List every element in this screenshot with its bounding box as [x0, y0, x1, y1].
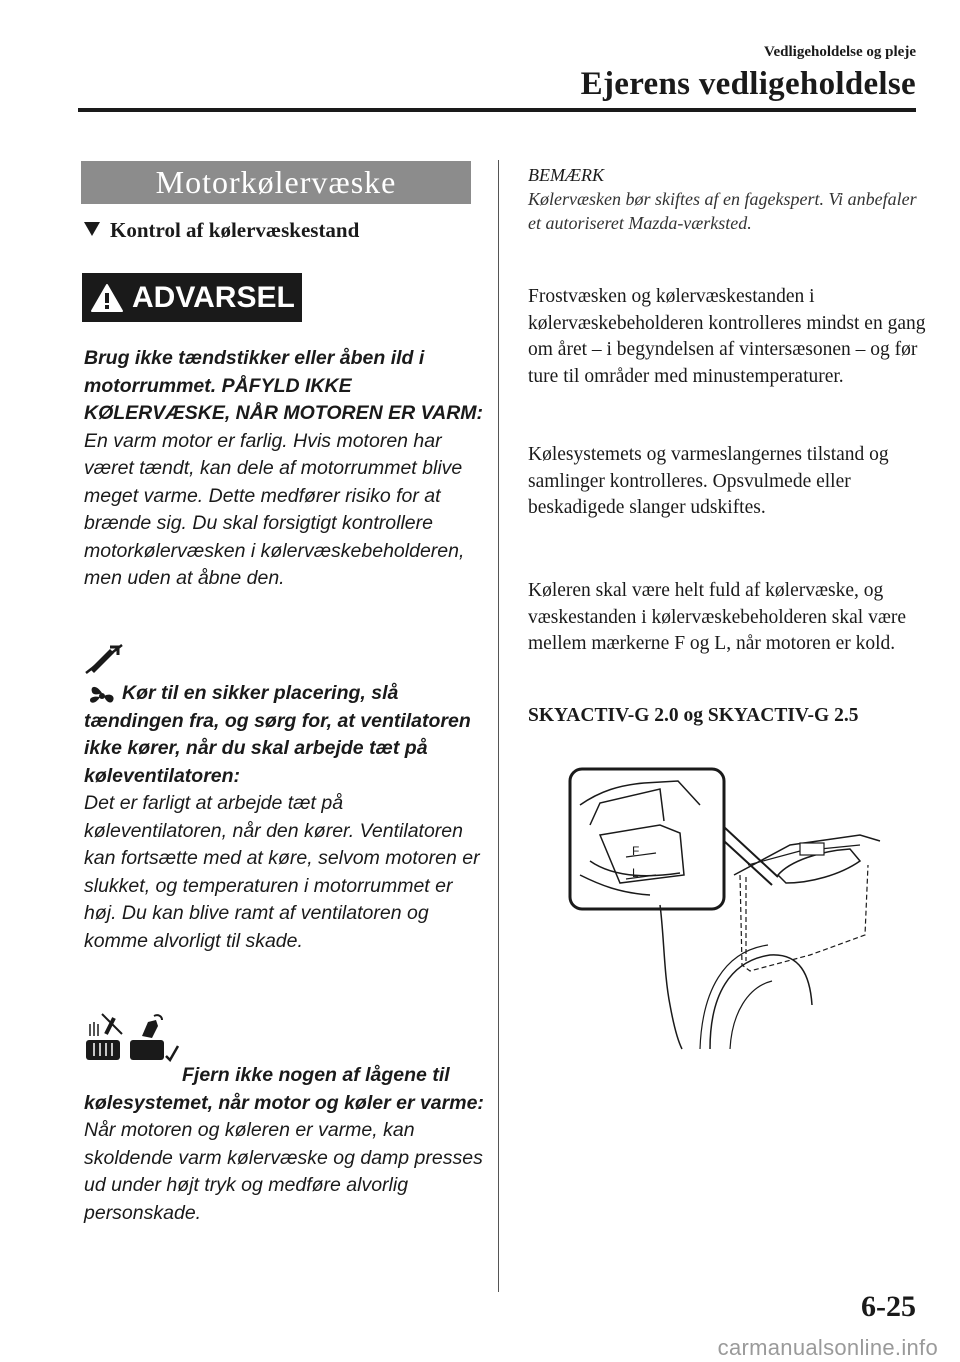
subheading — [84, 218, 359, 243]
body-paragraph-1: Frostvæsken og kølervæskestanden i kølervæskebeholderen kontrolleres mindst en gang om året – i begyndelsen af vintersæsonen – og før ture til områder med minustemperaturer. — [528, 286, 926, 387]
warning-1-heading: Brug ikke tændstikker eller åben ild i motorrummet. PÅFYLD IKKE KØLERVÆSKE, NÅR MOTOREN ER VARM: — [84, 347, 484, 424]
coolant-reservoir-illustration — [560, 765, 900, 1055]
hot-radiator-icon — [84, 1012, 124, 1062]
mark-l-label: L — [632, 866, 639, 880]
mark-f-label: F — [632, 844, 640, 858]
section-header: Vedligeholdelse og pleje — [764, 44, 916, 60]
warning-badge — [82, 273, 302, 322]
triangle-bullet-icon — [84, 222, 100, 236]
chapter-header: Ejerens vedligeholdelse — [580, 66, 916, 102]
watermark: carmanualsonline.info — [717, 1335, 938, 1360]
note-label: BEMÆRK — [528, 165, 604, 185]
warning-3-heading: Fjern ikke nogen af lågene til kølesystemet, når motor og køler er varme: — [84, 1064, 484, 1114]
warning-1-text: En varm motor er farlig. Hvis motoren har været tændt, kan dele af motorrummet blive meget varme. Dette medfører risiko for at brænde sig. Du skal forsigtigt kontrollere motorkølervæsken i kølervæskebeholderen, men uden at åbne den. — [84, 429, 465, 589]
reservoir-cap-icon — [128, 1012, 180, 1062]
page-title: Motorkølervæske — [81, 161, 471, 204]
warning-block-2 — [84, 680, 484, 955]
column-divider — [498, 160, 499, 1292]
warning-triangle-icon — [90, 283, 124, 313]
body-paragraph-3: Køleren skal være helt fuld af kølervæske, og væskestanden i kølervæskebeholderen skal være mellem mærkerne F og L, når motoren er kold. — [528, 580, 906, 654]
warning-badge-label: ADVARSEL — [132, 280, 295, 314]
warning-3-text: Når motoren og køleren er varme, kan skoldende varm kølervæske og damp presses ud under højt tryk og medføre alvorlig personskade. — [84, 1119, 483, 1224]
body-paragraph-2: Kølesystemets og varmeslangernes tilstand og samlinger kontrolleres. Opsvulmede eller beskadigede slanger udskiftes. — [528, 444, 889, 518]
engine-section-label: SKYACTIV-G 2.0 og SKYACTIV-G 2.5 — [528, 705, 859, 726]
no-tools-icon — [84, 643, 124, 675]
warning-2-heading: Kør til en sikker placering, slå tændingen fra, og sørg for, at ventilatoren ikke kører, når du skal arbejde tæt på køleventilatoren: — [84, 682, 471, 787]
page-number: 6-25 — [861, 1290, 916, 1323]
warning-block-3 — [84, 1062, 484, 1227]
header-rule — [78, 108, 916, 112]
warning-2-text: Det er farligt at arbejde tæt på køleventilatoren, når den kører. Ventilatoren kan fortsætte med at køre, selvom motoren er slukket, og temperaturen i motorrummet er høj. Du kan blive ramt af ventilatoren og komme alvorligt til skade. — [84, 792, 480, 952]
note-text: Kølervæsken bør skiftes af en fagekspert. Vi anbefaler et autoriseret Mazda-værksted. — [528, 189, 917, 233]
subheading-text: Kontrol af kølervæskestand — [110, 218, 360, 242]
warning-block-1 — [84, 345, 484, 593]
